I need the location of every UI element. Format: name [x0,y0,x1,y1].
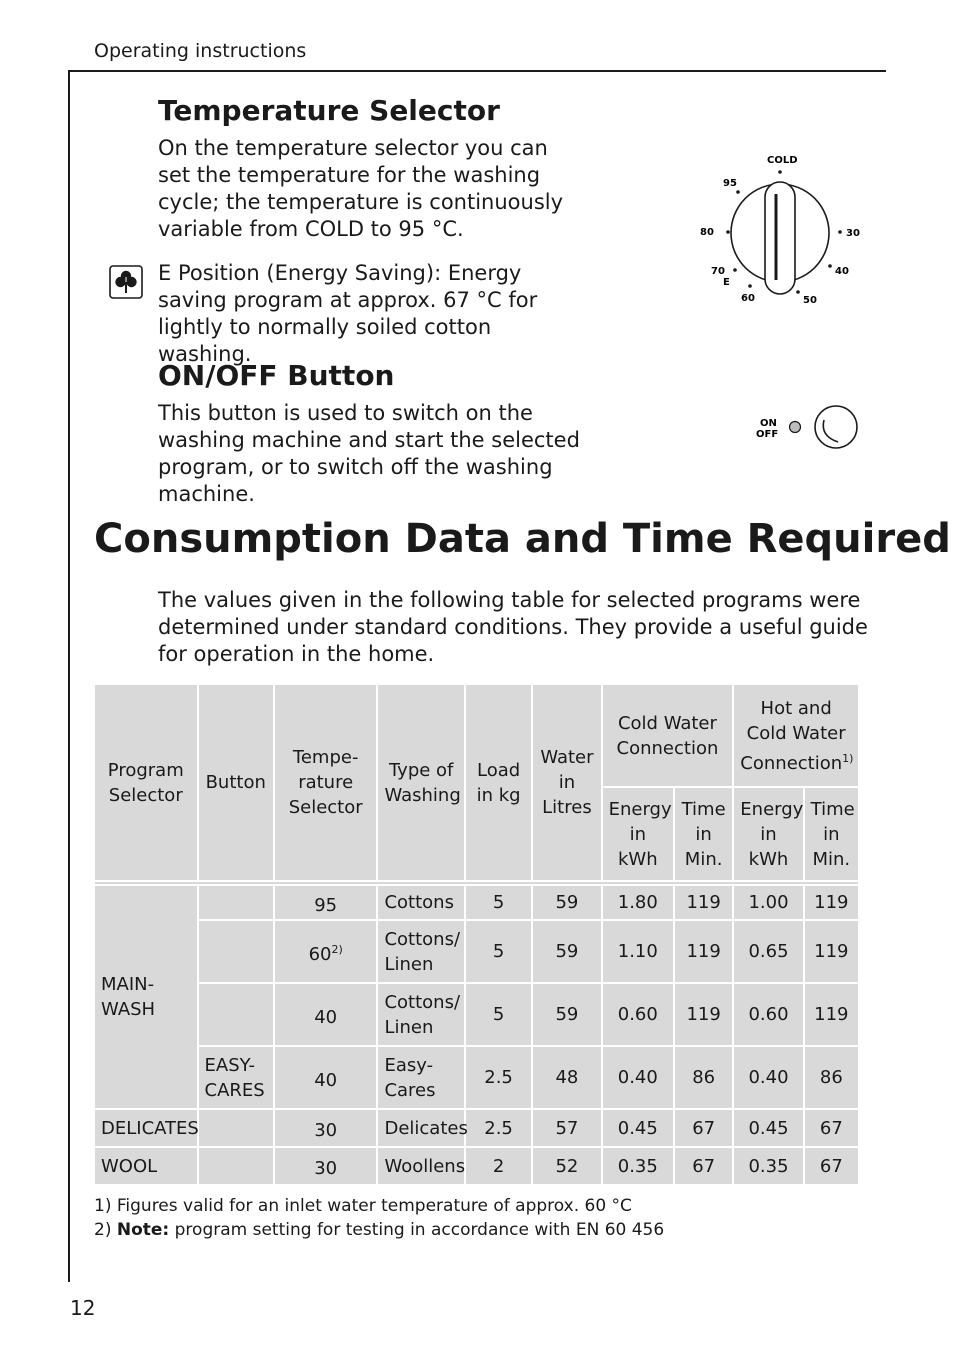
dial-label-40: 40 [835,266,849,277]
on-label: ON [760,418,777,429]
cell-water: 59 [533,984,600,1045]
page-number: 12 [70,1296,96,1320]
cell-type: Cottons/ Linen [378,984,463,1045]
temperature-selector-heading: Temperature Selector [158,94,500,127]
cell-temp [275,1110,377,1146]
footnotes [94,1194,664,1242]
table-row [95,1148,858,1184]
cell-hot-energy: 0.45 [734,1110,802,1146]
consumption-table [93,683,860,1186]
cell-temp [275,1148,377,1184]
cell-cold-time: 86 [675,1047,732,1108]
cell-button [199,984,273,1045]
header-type-of-washing: Type of Washing [378,685,463,880]
dial-label-70: 70 [711,266,725,277]
cell-hot-energy: 0.40 [734,1047,802,1108]
cell-load: 2 [466,1148,531,1184]
cell-water: 59 [533,886,600,919]
cell-hot-time: 119 [805,984,858,1045]
cell-load: 2.5 [466,1047,531,1108]
footnote-1 [94,1194,664,1218]
cell-water: 57 [533,1110,600,1146]
header-hot-time: Time in Min. [805,788,858,880]
dial-label-95: 95 [723,178,737,189]
cell-cold-time: 119 [675,886,732,919]
dial-label-cold: COLD [767,155,798,166]
footnote-1-marker: 1) [94,1196,112,1216]
onoff-button-description: This button is used to switch on the washing machine and start the selected program, or to switch off the washing machine. [158,401,580,506]
cell-hot-time: 86 [805,1047,858,1108]
cell-type: Delicates [378,1110,463,1146]
header-program-selector: Program Selector [95,685,197,880]
header-hot-energy: Energy in kWh [734,788,802,880]
cell-water: 48 [533,1047,600,1108]
cell-temp-value: 30 [314,1120,338,1141]
cell-button: EASY- CARES [199,1047,273,1108]
cell-hot-time: 67 [805,1110,858,1146]
cell-button [199,921,273,982]
cell-button [199,1110,273,1146]
cell-temp [275,1047,377,1108]
left-rule [68,70,70,1282]
cell-hot-energy: 0.65 [734,921,802,982]
running-title: Operating instructions [94,40,307,62]
footnote-2-text: program setting for testing in accordance with EN 60 456 [174,1220,665,1240]
cell-temp [275,886,377,919]
dial-label-30: 30 [846,228,860,239]
energy-saving-note: E Position (Energy Saving): Energy saving program at approx. 67 °C for lightly to normally soiled cotton washing. [158,261,538,366]
cell-hot-time: 119 [805,886,858,919]
cell-temp-value: 30 [314,1158,338,1179]
header-hot-cold-footnote-marker: 1) [842,751,854,765]
cell-program: WOOL [95,1148,197,1184]
cell-temp-value: 95 [314,894,338,916]
cell-cold-energy: 0.45 [603,1110,673,1146]
cell-load: 5 [466,921,531,982]
cell-cold-energy: 1.80 [603,886,673,919]
cell-hot-energy: 0.60 [734,984,802,1045]
table-row [95,1110,858,1146]
dial-label-80: 80 [700,227,714,238]
temperature-dial-illustration [690,148,870,308]
header-temperature-selector: Tempe- rature Selector [275,685,377,880]
cell-cold-energy: 0.40 [603,1047,673,1108]
temperature-selector-description: On the temperature selector you can set the temperature for the washing cycle; the temperature is continuously variable from COLD to 95 °C. [158,136,564,241]
cell-load: 5 [466,984,531,1045]
cell-cold-time: 67 [675,1110,732,1146]
cell-temp [275,984,377,1045]
header-water: Water in Litres [533,685,600,880]
cell-type: Cottons [378,886,463,919]
cell-type: Woollens [378,1148,463,1184]
cell-load: 2.5 [466,1110,531,1146]
consumption-intro: The values given in the following table for selected programs were determined under standard conditions. They provide a useful guide for operation in the home. [158,588,868,666]
dial-label-60: 60 [741,293,755,304]
header-cold-water: Cold Water Connection [603,685,733,786]
cell-hot-energy: 1.00 [734,886,802,919]
onoff-button-heading: ON/OFF Button [158,359,395,392]
cell-cold-energy: 0.60 [603,984,673,1045]
cell-temp-value: 60 [308,943,332,965]
cell-temp [275,921,377,982]
cell-cold-time: 67 [675,1148,732,1184]
cell-button [199,886,273,919]
cell-hot-time: 119 [805,921,858,982]
cell-program: DELICATES [95,1110,197,1146]
cell-button [199,1148,273,1184]
header-hot-cold-water [734,685,858,786]
cell-temp-sup: 2) [331,942,343,956]
table-row [95,921,858,982]
cell-program: MAIN- WASH [95,886,197,1108]
cell-type: Cottons/ Linen [378,921,463,982]
consumption-title: Consumption Data and Time Required [94,516,951,562]
footnote-2-note-label: Note: [116,1220,170,1240]
cell-hot-energy: 0.35 [734,1148,802,1184]
dial-label-e: E [723,277,730,288]
cell-water: 52 [533,1148,600,1184]
cell-water: 59 [533,921,600,982]
off-label: OFF [756,429,779,440]
cell-temp-value: 40 [314,1069,338,1091]
energy-saving-clover-icon [109,265,143,299]
top-rule [69,70,886,72]
footnote-2 [94,1218,664,1242]
header-load: Load in kg [466,685,531,880]
cell-load: 5 [466,886,531,919]
table-row [95,1047,858,1108]
footnote-1-text: Figures valid for an inlet water temperature of approx. 60 °C [116,1196,632,1216]
cell-temp-value: 40 [314,1006,338,1028]
header-hot-cold-water-label: Hot and Cold Water Connection [740,697,846,774]
header-cold-energy: Energy in kWh [603,788,673,880]
cell-cold-energy: 1.10 [603,921,673,982]
cell-cold-time: 119 [675,984,732,1045]
footnote-2-marker: 2) [94,1220,112,1240]
onoff-button-illustration [750,400,870,455]
cell-cold-energy: 0.35 [603,1148,673,1184]
dial-label-50: 50 [803,295,817,306]
header-button: Button [199,685,273,880]
table-row [95,886,858,919]
header-cold-time: Time in Min. [675,788,732,880]
cell-type: Easy- Cares [378,1047,463,1108]
table-row [95,984,858,1045]
cell-cold-time: 119 [675,921,732,982]
cell-hot-time: 67 [805,1148,858,1184]
